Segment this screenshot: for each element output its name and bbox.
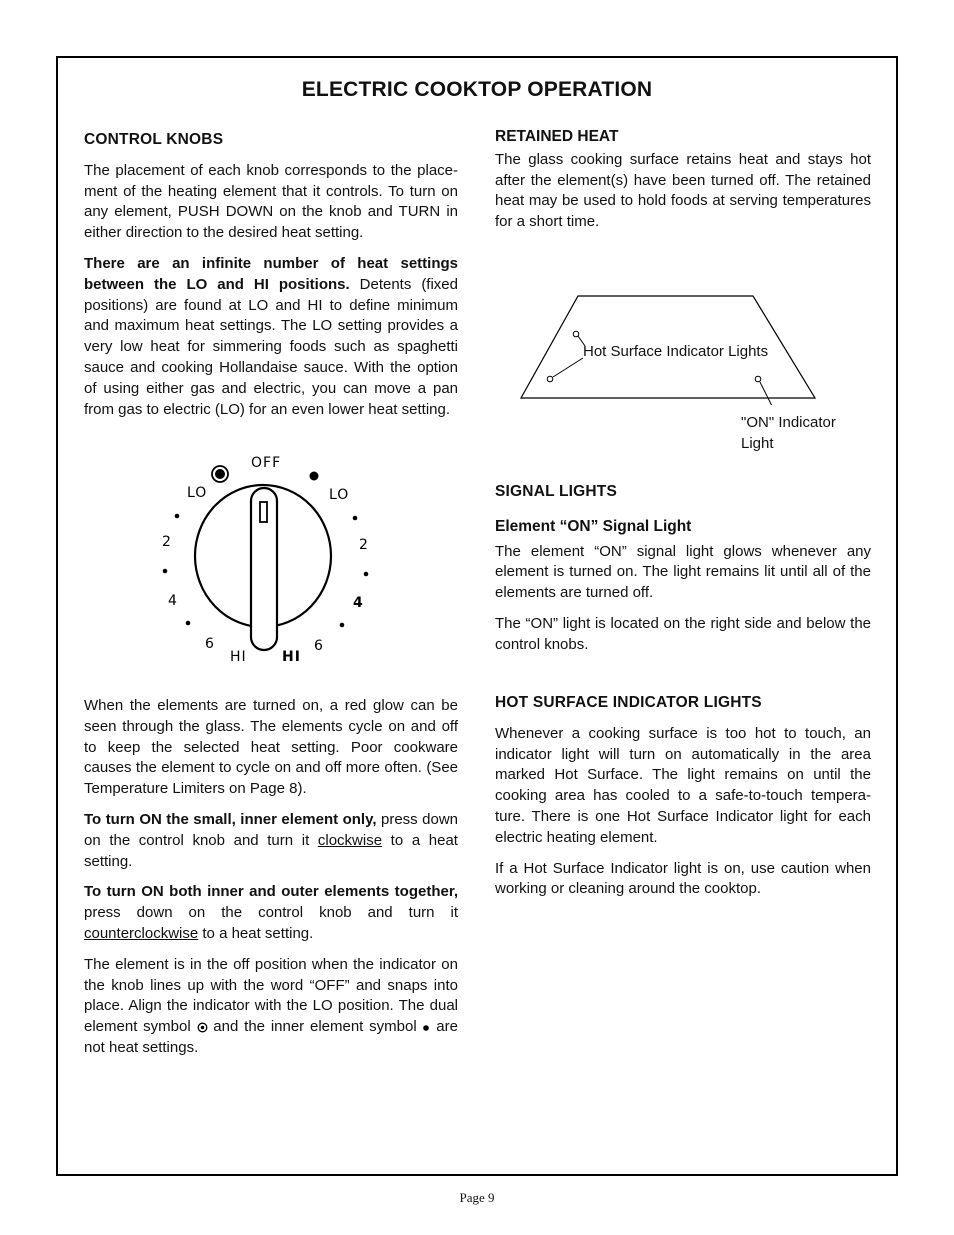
knob-label-lo-right: LO xyxy=(329,487,350,503)
page-number: Page 9 xyxy=(459,1190,495,1205)
off-position-text: The element is in the off position when the indicator on the knob lines up with the word “OFF” and snaps into place. Align the indicator with the LO position. The dual element symbol xyxy=(84,955,458,1036)
hot-surface-lights-label: Hot Surface Indicator Lights xyxy=(583,343,769,360)
on-indicator-light-label xyxy=(741,412,836,454)
off-position-text-mid: and the inner element symbol xyxy=(207,1018,423,1036)
control-knobs-heading: CONTROL KNOBS xyxy=(84,131,224,148)
on-indicator-light-icon xyxy=(755,376,761,382)
knob-label-4-left: 4 xyxy=(168,593,177,609)
signal-lights-heading: SIGNAL LIGHTS xyxy=(495,483,618,500)
both-elements-text-end: to a heat setting. xyxy=(198,924,314,942)
hot-surface-section xyxy=(495,693,871,910)
leader-line xyxy=(760,382,780,405)
off-position-paragraph xyxy=(84,955,458,1059)
knob-label-6-right: 6 xyxy=(314,638,323,654)
indicator-light-icon xyxy=(573,331,579,337)
knob-indicator-handle xyxy=(251,488,277,650)
inner-element-bold-text: To turn ON the small, inner element only, xyxy=(84,810,377,828)
detent-dot xyxy=(364,572,369,577)
both-elements-text: press down on the control knob and turn it xyxy=(84,904,458,922)
clockwise-text: clockwise xyxy=(317,831,383,849)
inner-element-paragraph xyxy=(84,810,458,872)
retained-heat-section xyxy=(495,127,871,243)
detent-dot xyxy=(340,623,345,628)
knob-label-lo-left: LO xyxy=(187,485,208,501)
counterclockwise-text: counterclockwise xyxy=(84,924,199,942)
retained-heat-paragraph: The glass cooking surface retains heat and stays hot after the element(s) have been turned off. The retained heat may be used to hold foods at serving temperatures for a short time. xyxy=(495,150,871,231)
both-elements-paragraph xyxy=(84,882,458,944)
hot-surface-heading: HOT SURFACE INDICATOR LIGHTS xyxy=(495,694,762,711)
both-elements-bold-text: To turn ON both inner and outer elements together, xyxy=(84,883,458,901)
hot-surface-paragraph-1: Whenever a cooking surface is too hot to touch, an indicator light will turn on automatically in the area marked Hot Surface. The light remains on until the cooking area has cooled to a safe-to-touch tempera-ture. There is one Hot Surface Indicator light for each electric heating element. xyxy=(495,724,871,846)
control-knob-diagram xyxy=(150,448,380,670)
knob-label-4-right: 4 xyxy=(353,595,363,611)
heat-settings-text: Detents (fixed positions) are found at LO and HI to define minimum and maximum heat settings. The LO setting provides a very low heat for simmering foods such as spaghetti sauce and cooking Hollandaise sauce. With the option of using either gas and electric, you can move a pan from gas to electric (LO) for an even lower heat setting. xyxy=(84,275,458,418)
page-title: ELECTRIC COOKTOP OPERATION xyxy=(301,78,653,101)
detent-dot xyxy=(175,514,180,519)
detent-dot xyxy=(353,516,358,521)
leader-line xyxy=(553,358,583,377)
signal-lights-section xyxy=(495,482,871,666)
knob-label-2-right: 2 xyxy=(359,537,368,553)
dual-element-symbol-icon xyxy=(212,466,228,482)
signal-light-paragraph-1: The element “ON” signal light glows whenever any element is turned on. The light remains lit until all of the elements are turned off. xyxy=(495,542,871,602)
inner-element-text-end: to a heat setting. xyxy=(84,831,458,870)
knob-label-hi-left: HI xyxy=(230,649,247,665)
control-knobs-paragraph-2 xyxy=(84,254,458,420)
knob-label-off: OFF xyxy=(251,455,282,471)
inner-element-symbol-icon xyxy=(310,472,319,481)
control-knobs-section xyxy=(84,130,458,430)
dual-element-inline-icon xyxy=(197,1022,208,1033)
off-position-text-end: are not heat settings. xyxy=(84,1018,458,1056)
knob-label-2-left: 2 xyxy=(162,534,171,550)
detent-dot xyxy=(186,621,191,626)
knob-label-6-left: 6 xyxy=(205,636,214,652)
knob-label-hi-right: HI xyxy=(282,649,301,665)
heat-settings-bold-text: There are an infinite number of heat settings between the LO and HI positions. xyxy=(84,254,458,293)
hot-surface-paragraph-2: If a Hot Surface Indicator light is on, use caution when working or cleaning around the cooktop. xyxy=(495,859,871,898)
red-glow-paragraph: When the elements are turned on, a red glow can be seen through the glass. The elements cycle on and off to keep the selected heat setting. Poor cookware causes the element to cycle on and off more often. (See Temperature Limiters on Page 8). xyxy=(84,697,458,798)
signal-light-paragraph-2: The “ON” light is located on the right side and below the control knobs. xyxy=(495,614,871,653)
knob-operation-section xyxy=(84,696,458,1069)
on-indicator-label-line-1: "ON" Indicator xyxy=(741,414,836,431)
element-on-signal-subheading: Element “ON” Signal Light xyxy=(495,517,692,535)
inner-element-text: press down on the control knob and turn it xyxy=(84,810,458,849)
on-indicator-label-line-2: Light xyxy=(741,435,774,452)
control-knobs-paragraph-1: The placement of each knob corresponds to the place-ment of the heating element that it controls. To turn on any element, PUSH DOWN on the knob and TURN in either direction to the desired heat setting. xyxy=(84,161,458,242)
detent-dot xyxy=(163,569,168,574)
retained-heat-heading: RETAINED HEAT xyxy=(495,128,619,145)
indicator-light-icon xyxy=(547,376,553,382)
